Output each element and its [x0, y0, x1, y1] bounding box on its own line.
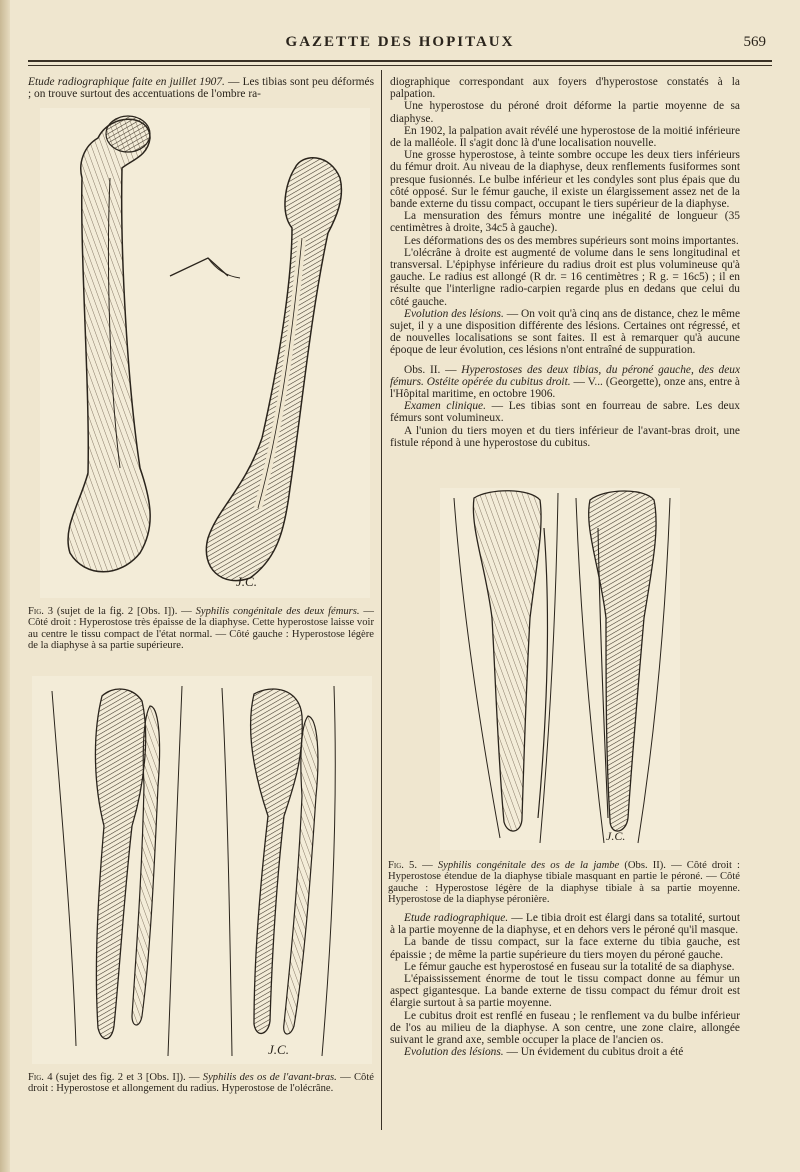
paragraph-5: La mensuration des fémurs montre une inégalité de longueur (35 centimètres à droite, 34c5 à gauche).: [390, 210, 740, 235]
obs-2-text: — V... (Georgette), onze ans, entre à l'Hôpital maritime, en octobre 1906.: [390, 375, 740, 401]
figure-4-caption: [28, 1072, 374, 1095]
figure-5-signature: J.C.: [606, 829, 626, 843]
paragraph-1: diographique correspondant aux foyers d'hyperostose constatés à la palpation.: [390, 76, 740, 101]
lower-paragraph-3: Le fémur gauche est hyperostosé en fuseau sur la totalité de sa diaphyse.: [404, 960, 735, 973]
running-title: GAZETTE DES HOPITAUX: [285, 34, 515, 50]
paragraph-6: Les déformations des os des membres supérieurs sont moins importantes.: [404, 234, 739, 247]
exam-label: Examen clinique.: [404, 400, 486, 413]
figure-3-body: — Côté droit : Hyperostose très épaisse de la diaphyse. Cette hyperostose laisse voir au centre le tissu compact de l'état normal. — Côté gauche : Hyperostose légère de la diaphyse à sa partie supérieure.: [28, 606, 374, 652]
figure-5-sep: —: [417, 860, 438, 871]
lower-paragraph-4: L'épaississement énorme de tout le tissu compact donne au fémur un aspect gigantesque. La bande externe de tissu compact du fémur droit est élargie surtout à sa partie moyenne.: [390, 973, 740, 1010]
evolution-text-2: — Un évidement du cubitus droit a été: [503, 1046, 684, 1059]
paragraph-2: Une hyperostose du péroné droit déforme la partie moyenne de sa diaphyse.: [390, 100, 740, 125]
figure-5-leg-bones: [440, 488, 680, 850]
paragraph-8: [390, 308, 740, 357]
exam-text: — Les tibias sont en fourreau de sabre. Les deux fémurs sont volumineux.: [390, 400, 741, 425]
figure-4-ref: (sujet des fig. 2 et 3 [Obs. I]). —: [52, 1072, 203, 1083]
forearm-radiograph-drawing-icon: [32, 676, 372, 1064]
figure-5-label: Fig. 5.: [388, 860, 417, 871]
figure-3-femurs: [40, 108, 370, 598]
evolution-label: Evolution des lésions.: [404, 307, 504, 320]
figure-4-title: Syphilis des os de l'avant-bras.: [202, 1072, 337, 1083]
union-paragraph: A l'union du tiers moyen et du tiers inférieur de l'avant-bras droit, une fistule répond à une hyperostose du cubitus.: [390, 424, 740, 449]
figure-4-label: Fig. 4: [28, 1072, 53, 1083]
obs-2-prefix: Obs. II. —: [404, 363, 462, 376]
header-rule: [28, 60, 772, 66]
right-column-lower: [390, 912, 740, 1058]
figure-3-signature: J.C.: [236, 574, 257, 589]
leg-bones-radiograph-drawing-icon: [440, 488, 680, 850]
page-binding-edge: [0, 0, 10, 1172]
paragraph-3: En 1902, la palpation avait révélé une hyperostose de la moitié inférieure de la malléole. Il s'agit donc là d'une localisation nouvelle.: [390, 124, 740, 150]
evolution-text: — On voit qu'à cinq ans de distance, chez le même sujet, il y a une disposition différente des lésions. Certaines ont régressé, et de nouvelles localisations se sont faites. Il est à remarquer qu'à aucune époque de leur évolution, ces lésions n'ont entraîné de suppuration.: [390, 307, 740, 357]
figure-3-ref: (sujet de la fig. 2 [Obs. I]). —: [53, 606, 196, 617]
evolution-label-2: Evolution des lésions.: [404, 1046, 504, 1059]
lower-paragraph-1: [390, 912, 740, 936]
figure-4-body: — Côté droit : Hyperostose et allongement du radius. Hyperostose de l'olécrâne.: [28, 1072, 374, 1095]
figure-3-caption: [28, 606, 374, 652]
column-divider: [381, 70, 382, 1130]
paragraph-7: L'olécrâne à droite est augmenté de volume dans le sens longitudinal et transversal. L'épiphyse inférieure du radius droit est plus volumineuse qu'à gauche. Le radius est allongé (R dr. = 16 centimètres ; R g. = 16c5) ; il en résulte que l'interligne radio-carpien regarde plus en dedans que celui du côté gauche.: [390, 246, 740, 308]
figure-5-caption: [388, 860, 740, 906]
figure-3-label: Fig. 3: [28, 606, 54, 617]
obs-2-heading: [390, 364, 740, 401]
obs-2-title: Hyperostoses des deux tibias, du péroné gauche, des deux fémurs. Ostéite opérée du cubitus droit.: [390, 363, 740, 388]
figure-5-title: Syphilis congénitale des os de la jambe: [437, 860, 620, 871]
paragraph-4: Une grosse hyperostose, à teinte sombre occupe les deux tiers inférieurs du fémur droit. Au niveau de la diaphyse, deux renflements fusiformes sont presque fusionnés. Le bulbe inférieur et les condyles sont plus épais que du côté opposé. Sur le fémur gauche, il existe un élargissement assez net de la bande externe du tissu compact, occupant le tiers supérieur de la diaphyse.: [390, 149, 740, 211]
lower-paragraph-2: La bande de tissu compact, sur la face externe du tibia gauche, est épaissie ; de même la partie supérieure du tiers moyen du péroné gauche.: [390, 936, 740, 961]
page-header: [28, 34, 772, 52]
left-column-intro: [28, 76, 374, 100]
figure-3-title: Syphilis congénitale des deux fémurs.: [195, 606, 360, 617]
femur-radiograph-drawing-icon: [40, 108, 370, 598]
figure-4-forearms: [32, 676, 372, 1064]
right-column-upper: [390, 76, 740, 449]
lower-paragraph-5: Le cubitus droit est renflé en fuseau ; le renflement va du bulbe inférieur de l'os au milieu de la diaphyse. A son centre, une zone claire, allongée suivant le grand axe, semble occuper la place de l'ancien os.: [390, 1009, 740, 1047]
page-number: 569: [743, 34, 766, 50]
figure-4-signature: J.C.: [268, 1042, 289, 1057]
lower-paragraph-6: [390, 1046, 740, 1058]
intro-label: Etude radiographique faite en juillet 1907.: [28, 76, 225, 88]
radiographic-study-label: Etude radiographique.: [404, 912, 509, 924]
radiographic-study-text: — Le tibia droit est élargi dans sa totalité, surtout à la partie moyenne de la diaphyse, et en dehors vers le péroné qu'il masque.: [390, 912, 740, 937]
exam-paragraph: [390, 400, 740, 424]
figure-5-body: (Obs. II). — Côté droit : Hyperostose étendue de la diaphyse tibiale masquant en partie le péroné. — Côté gauche : Hyperostose légère de la diaphyse tibiale à sa partie moyenne. Hyperostose de la diaphyse péronière.: [388, 860, 740, 906]
intro-text: — Les tibias sont peu déformés ; on trouve surtout des accentuations de l'ombre ra-: [28, 76, 375, 101]
